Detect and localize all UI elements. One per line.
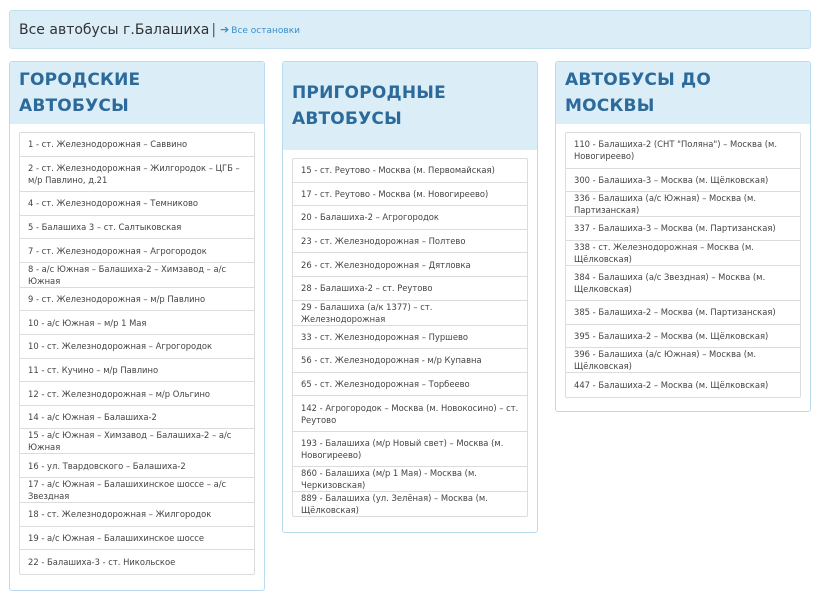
route-item[interactable]: 14 - а/с Южная – Балашиха-2 <box>20 406 254 430</box>
route-item[interactable]: 447 - Балашиха-2 – Москва (м. Щёлковская) <box>574 380 769 391</box>
route-item[interactable]: 22 - Балашиха-3 - ст. Никольское <box>28 557 176 568</box>
route-item[interactable]: 142 - Агрогородок – Москва (м. Новокосино) – ст. Реутово <box>293 396 527 432</box>
route-item[interactable]: 19 - а/с Южная – Балашихинское шоссе <box>20 527 254 551</box>
route-item[interactable]: 20 - Балашиха-2 – Агрогородок <box>293 206 527 230</box>
all-stops-link-label: Все остановки <box>231 26 300 36</box>
panel-city-buses <box>9 61 265 591</box>
panel-suburban-buses <box>282 61 538 533</box>
route-item[interactable]: 65 - ст. Железнодорожная – Торбеево <box>293 373 527 397</box>
panel-suburban-buses-header <box>283 62 537 150</box>
route-item[interactable]: 4 - ст. Железнодорожная – Темниково <box>20 192 254 216</box>
route-item[interactable]: 15 - ст. Реутово - Москва (м. Первомайская) <box>293 159 527 183</box>
all-stops-link[interactable] <box>220 23 300 36</box>
route-item[interactable]: 33 - ст. Железнодорожная – Пуршево <box>293 326 527 350</box>
route-item[interactable]: 8 - а/с Южная – Балашиха-2 – Химзавод – а/с Южная <box>20 263 254 288</box>
route-item[interactable]: 16 - ул. Твардовского – Балашиха-2 <box>20 454 254 478</box>
route-item[interactable]: 384 - Балашиха (а/с Звездная) – Москва (м. Щелковская) <box>566 266 800 302</box>
title-separator: | <box>211 21 217 38</box>
route-item[interactable]: 26 - ст. Железнодорожная – Дятловка <box>293 253 527 277</box>
route-item[interactable]: 15 - а/с Южная – Химзавод – Балашиха-2 – а/с Южная <box>20 429 254 454</box>
route-item[interactable]: 17 - а/с Южная – Балашихинское шоссе – а/с Звездная <box>20 478 254 503</box>
panel-moscow-buses-title: АВТОБУСЫ ДО МОСКВЫ <box>565 70 712 116</box>
page-header <box>9 10 811 49</box>
route-item[interactable]: 193 - Балашиха (м/р Новый свет) – Москва (м. Новогиреево) <box>293 432 527 468</box>
route-item[interactable]: 10 - а/с Южная – м/р 1 Мая <box>20 311 254 335</box>
route-item[interactable]: 56 - ст. Железнодорожная - м/р Купавна <box>293 349 527 373</box>
route-item[interactable]: 7 - ст. Железнодорожная – Агрогородок <box>20 239 254 263</box>
route-item[interactable]: 29 - Балашиха (а/к 1377) – ст. Железнодорожная <box>293 301 527 326</box>
panel-suburban-buses-title: ПРИГОРОДНЫЕ АВТОБУСЫ <box>292 83 446 129</box>
panel-city-buses-title: ГОРОДСКИЕ АВТОБУСЫ <box>19 70 141 116</box>
route-item[interactable]: 385 - Балашиха-2 – Москва (м. Партизанская) <box>566 301 800 325</box>
route-list-suburban <box>292 158 528 517</box>
route-list-moscow <box>565 132 801 398</box>
route-item[interactable]: 1 - ст. Железнодорожная – Саввино <box>20 133 254 157</box>
route-item[interactable]: 336 - Балашиха (а/с Южная) – Москва (м. Партизанская) <box>566 192 800 217</box>
route-item[interactable]: 23 - ст. Железнодорожная – Полтево <box>293 230 527 254</box>
route-item[interactable]: 5 - Балашиха 3 – ст. Салтыковская <box>20 216 254 240</box>
route-item[interactable]: 300 - Балашиха-3 – Москва (м. Щёлковская) <box>566 169 800 193</box>
route-item[interactable]: 110 - Балашиха-2 (СНТ "Поляна") – Москва (м. Новогиреево) <box>566 133 800 169</box>
route-item[interactable]: 28 - Балашиха-2 – ст. Реутово <box>293 277 527 301</box>
route-item[interactable]: 11 - ст. Кучино – м/р Павлино <box>20 359 254 383</box>
arrow-right-icon: ➔ <box>220 23 230 36</box>
route-item[interactable]: 396 - Балашиха (а/с Южная) – Москва (м. Щёлковская) <box>566 348 800 373</box>
route-item[interactable]: 12 - ст. Железнодорожная – м/р Ольгино <box>20 382 254 406</box>
route-item[interactable]: 10 - ст. Железнодорожная – Агрогородок <box>20 335 254 359</box>
route-item[interactable]: 337 - Балашиха-3 – Москва (м. Партизанская) <box>566 217 800 241</box>
route-item[interactable]: 18 - ст. Железнодорожная – Жилгородок <box>20 503 254 527</box>
route-item[interactable]: 338 - ст. Железнодорожная – Москва (м. Щёлковская) <box>566 241 800 266</box>
route-item[interactable]: 860 - Балашиха (м/р 1 Мая) - Москва (м. Черкизовская) <box>293 467 527 492</box>
route-item[interactable]: 395 - Балашиха-2 – Москва (м. Щёлковская) <box>566 325 800 349</box>
panel-moscow-buses <box>555 61 811 412</box>
route-item[interactable]: 9 - ст. Железнодорожная – м/р Павлино <box>20 288 254 312</box>
panel-moscow-buses-header <box>556 62 810 124</box>
route-list-city <box>19 132 255 575</box>
route-item[interactable]: 889 - Балашиха (ул. Зелёная) – Москва (м. Щёлковская) <box>301 493 488 516</box>
route-item[interactable]: 17 - ст. Реутово - Москва (м. Новогиреево) <box>293 183 527 207</box>
route-item[interactable]: 2 - ст. Железнодорожная – Жилгородок – ЦГБ – м/р Павлино, д.21 <box>20 157 254 193</box>
page-title: Все автобусы г.Балашиха <box>19 21 210 38</box>
panel-city-buses-header <box>10 62 264 124</box>
